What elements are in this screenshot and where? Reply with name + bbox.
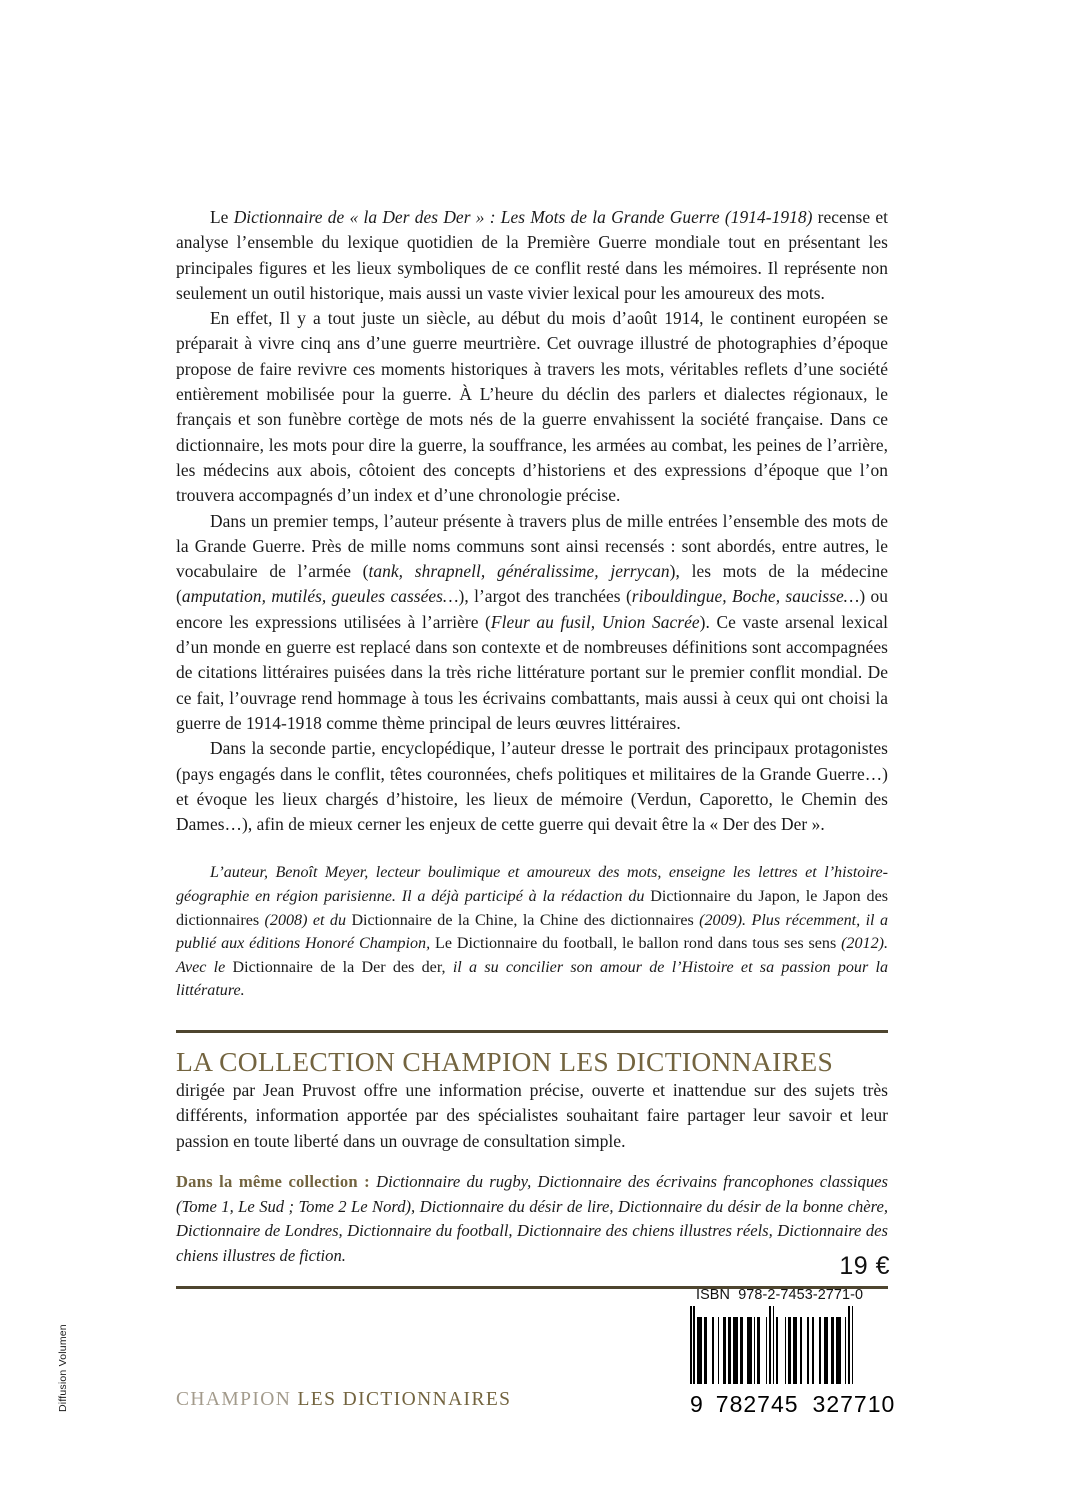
isbn-line — [696, 1287, 890, 1303]
author-bio-run-6: Le Dictionnaire du football, le ballon rond dans tous ses sens — [434, 935, 842, 953]
author-bio-run-5: (2009). Plus récemment, il a publié aux éditions Honoré Champion, — [176, 911, 888, 953]
blurb-p3-run-roman-1: Dans un premier temps, l’auteur présente à travers plus de mille entrées l’ensemble des mots de la Grande Guerre. Près de mille noms communs sont ainsi recensés : sont abordés, entre autres, le vocabulaire de l’armée ( — [176, 510, 888, 582]
barcode-left-group: 782745 — [715, 1391, 799, 1417]
collection-block — [176, 1046, 888, 1269]
collection-heading: LA COLLECTION CHAMPION LES DICTIONNAIRES — [176, 1045, 834, 1077]
medicine-vocab-italic: amputation, mutilés, gueules cassées… — [181, 586, 459, 607]
commerce-block — [660, 1252, 896, 1418]
blurb-p3-run-roman-5: ). Ce vaste arsenal lexical d’un monde en guerre est replacé dans son contexte et de nombreuses définitions sont accompagnées de citations littéraires puisées dans la très riche littérature portant sur le premier conflit mondial. De ce fait, l’ouvrage rend hommage à tous les écrivains combattants, mais aussi à ceux qui ont choisi la guerre de 1914-1918 comme thème principal de leurs œuvres littéraires. — [176, 611, 888, 733]
publisher-logo-les-dictionnaires: LES DICTIONNAIRES — [297, 1389, 512, 1410]
blurb-p3-run-roman-3: ), l’argot des tranchées ( — [458, 586, 632, 607]
blurb-p2-run-roman-1: En effet, Il y a tout juste un siècle, au début du mois d’août 1914, le continent européen se préparait à vivre cinq ans d’une guerre meurtrière. Cet ouvrage illustré de photographies d’époque propose de faire revivre ces moments historiques à travers les mots, véritables reflets d’une société entièrement mobilisée pour la guerre. À L’heure du déclin des parlers et dialectes régionaux, le français et son funèbre cortège de mots nés de la guerre envahissent la société française. Dans ce dictionnaire, les mots pour dire la guerre, la souffrance, les armées au combat, les peines de l’arrière, les médecins aux abois, côtoient des concepts d’historiens et des expressions d’époque que l’on trouvera accompagnés d’un index et d’une chronologie précise. — [176, 308, 888, 506]
trench-slang-italic: ribouldingue, Boche, saucisse… — [631, 586, 860, 607]
blurb-text-column — [176, 205, 888, 1289]
book-title-italic: Dictionnaire de « la Der des Der » : Les Mots de la Grande Guerre (1914-1918) — [233, 207, 813, 227]
blurb-p3-run-roman-2: ), les mots de la médecine ( — [176, 561, 888, 607]
author-bio-run-9: il a su concilier son amour de l’Histoire et sa passion pour la littérature. — [176, 958, 888, 1000]
rear-expressions-italic: Fleur au fusil, Union Sacrée — [490, 611, 700, 632]
author-bio-run-1: L’auteur, Benoît Meyer, lecteur boulimique et amoureux des mots, enseigne les lettres et l’histoire-géographie en région parisienne. Il a déjà participé à la rédaction du — [176, 864, 888, 906]
price-label: 19 € — [839, 1252, 890, 1280]
blurb-p1-run-roman-2: recense et analyse l’ensemble du lexique quotidien de la Première Guerre mondiale tout en présentant les principales figures et les lieux symboliques de ce conflit resté dans les mémoires. Il représente non seulement un outil historique, mais aussi un vaste vivier lexical pour les amoureux des mots. — [176, 207, 888, 303]
ean13-barcode — [690, 1306, 896, 1418]
blurb-paragraph-4 — [176, 736, 888, 837]
barcode-digits — [690, 1391, 896, 1418]
blurb-paragraph-2 — [176, 306, 888, 508]
blurb-paragraph-3 — [176, 509, 888, 737]
publisher-logo — [176, 1389, 511, 1411]
same-collection-titles: Dictionnaire du rugby, Dictionnaire des écrivains francophones classiques (Tome 1, Le Sud ; Tome 2 Le Nord), Dictionnaire du désir de lire, Dictionnaire du désir de la bonne chère, Dictionnaire de Londres, Dictionnaire du football, Dictionnaire des chiens illustres réels, Dictionnaire des chiens illustres de fiction. — [176, 1172, 888, 1265]
same-collection-label: Dans la même collection : — [176, 1172, 370, 1192]
collection-description: dirigée par Jean Pruvost offre une information précise, ouverte et inattendue sur des sujets très différents, information apportée par des spécialistes souhaitant faire partager leur savoir et leur passion en toute liberté dans un ouvrage de consultation simple. — [176, 1079, 888, 1151]
author-bio-run-7: (2012). Avec le — [176, 935, 889, 976]
author-bio-run-8: Dictionnaire de la Der des der, — [232, 958, 453, 976]
isbn-number: 978-2-7453-2771-0 — [738, 1287, 864, 1303]
blurb-p1-run-roman-1: Le — [210, 207, 234, 227]
author-bio-run-2: Dictionnaire du Japon, le Japon des dictionnaires — [176, 888, 888, 929]
diffusion-credit-text: Diffusion Volumen — [57, 1324, 69, 1412]
publisher-logo-champion: CHAMPION — [176, 1389, 292, 1410]
author-bio-run-4: Dictionnaire de la Chine, la Chine des dictionnaires — [351, 911, 700, 929]
barcode-bars — [690, 1306, 890, 1384]
isbn-label: ISBN — [696, 1287, 730, 1303]
blurb-p3-run-roman-4: ) ou encore les expressions utilisées à l’arrière ( — [176, 586, 889, 632]
author-biography-text — [176, 861, 888, 1003]
blurb-paragraph-1 — [176, 205, 888, 306]
author-biography — [176, 861, 888, 1003]
barcode-right-group: 327710 — [812, 1391, 896, 1417]
author-bio-run-3: (2008) et du — [264, 911, 352, 929]
divider-rule-top — [176, 1030, 888, 1033]
blurb-p4-run-roman-1: Dans la seconde partie, encyclopédique, l’auteur dresse le portrait des principaux protagonistes (pays engagés dans le conflit, têtes couronnées, chefs politiques et militaires de la Grande Guerre…) et évoque les lieux chargés d’histoire, les lieux de mémoire (Verdun, Caporetto, le Chemin des Dames…), afin de mieux cerner les enjeux de cette guerre qui devait être la « Der des Der ». — [176, 738, 888, 835]
barcode-lead-digit: 9 — [690, 1391, 704, 1417]
army-vocab-italic: tank, shrapnell, généralissime, jerrycan — [368, 561, 670, 582]
